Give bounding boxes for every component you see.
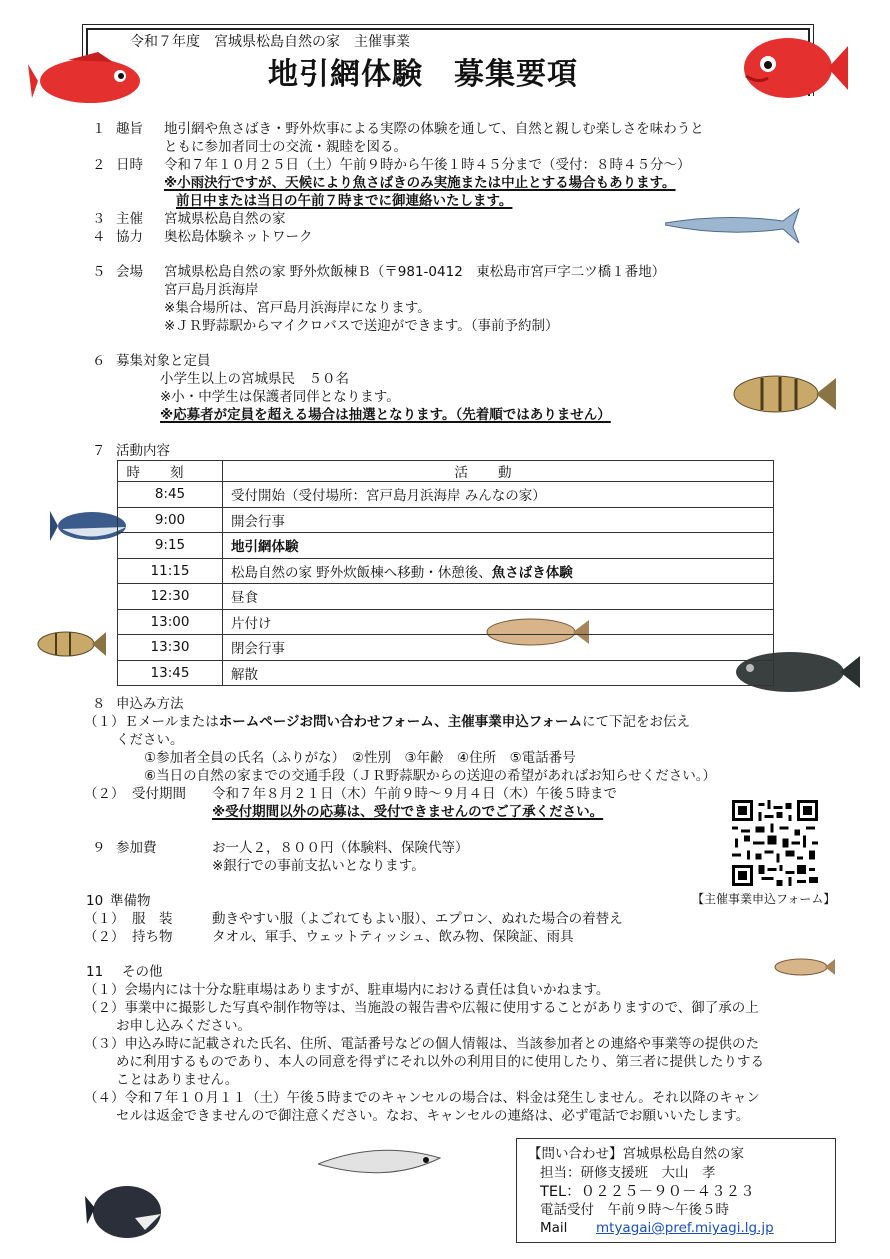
application-period-label: 受付期間 bbox=[132, 786, 186, 802]
section-7-number: ７ bbox=[92, 443, 106, 459]
guardian-note: ※小・中学生は保護者同伴となります。 bbox=[160, 389, 400, 405]
note-cancel: （４）令和７年１０月１１（土）午後５時までのキャンセルの場合は、料金は発生しません。それ以降のキャン bbox=[84, 1090, 760, 1106]
belongings-text: タオル、軍手、ウェットティッシュ、飲み物、保険証、雨具 bbox=[212, 929, 574, 945]
section-6-number: ６ bbox=[92, 353, 106, 369]
section-10-number: 10 bbox=[86, 893, 104, 909]
section-9-number: ９ bbox=[92, 840, 106, 856]
section-8-label: 申込み方法 bbox=[116, 696, 184, 712]
schedule-activity: 受付開始（受付場所：宮戸島月浜海岸 みんなの家） bbox=[223, 482, 774, 508]
venue-beach: 宮戸島月浜海岸 bbox=[164, 282, 259, 298]
schedule-row bbox=[118, 660, 774, 686]
application-method-line bbox=[84, 714, 690, 731]
note-photos-2: お申し込みください。 bbox=[116, 1018, 251, 1034]
schedule-time: 11:15 bbox=[118, 558, 223, 584]
schedule-time: 13:30 bbox=[118, 635, 223, 661]
note-privacy: （３）申込み時に記載された氏名、住所、電話番号などの個人情報は、当該参加者との連絡や事業等の提供のた bbox=[84, 1036, 759, 1052]
section-3-label: 主催 bbox=[116, 211, 143, 227]
section-1-label: 趣旨 bbox=[116, 121, 143, 137]
qr-code[interactable] bbox=[732, 800, 818, 886]
section-2-label: 日時 bbox=[116, 157, 143, 173]
schedule-time: 9:00 bbox=[118, 507, 223, 533]
schedule-activity: 昼食 bbox=[223, 584, 774, 610]
schedule-activity: 開会行事 bbox=[223, 507, 774, 533]
striped-fish-illustration-2 bbox=[36, 626, 106, 662]
schedule-time: 13:00 bbox=[118, 609, 223, 635]
small-fish-illustration bbox=[773, 954, 835, 980]
section-7-label: 活動内容 bbox=[116, 443, 170, 459]
application-method-c: にて下記をお伝え bbox=[582, 714, 691, 730]
note-cancel-2: セルは返金できませんので御注意ください。なお、キャンセルの連絡は、必ず電話でお願いいたします。 bbox=[116, 1108, 750, 1124]
item-number: （１） bbox=[84, 911, 125, 927]
section-11-number: 11 bbox=[86, 964, 104, 980]
red-fish-illustration-right bbox=[740, 32, 850, 102]
application-method-line-2: ください。 bbox=[116, 732, 184, 748]
event-subtitle: 令和７年度 宮城県松島自然の家 主催事業 bbox=[130, 34, 410, 50]
contact-email-link[interactable]: mtyagai@pref.miyagi.lg.jp bbox=[596, 1220, 774, 1236]
note-photos: （２）事業中に撮影した写真や制作物等は、当施設の報告書や広報に使用することがありますので、御了承の上 bbox=[84, 1000, 759, 1016]
item-number: （２） bbox=[84, 786, 125, 802]
lottery-notice: ※応募者が定員を超える場合は抽選となります。（先着順ではありません） bbox=[160, 407, 611, 423]
section-1-text: 地引網や魚さばき・野外炊事による実際の体験を通して、自然と親しむ楽しさを味わうと bbox=[164, 121, 704, 137]
item-number: （２） bbox=[84, 929, 125, 945]
page-title: 地引網体験 募集要項 bbox=[268, 57, 578, 92]
schedule-time: 13:45 bbox=[118, 660, 223, 686]
schedule-row bbox=[118, 584, 774, 610]
schedule-activity: 閉会行事 bbox=[223, 635, 774, 661]
period-notice: ※受付期間以外の応募は、受付できませんのでご了承ください。 bbox=[212, 804, 604, 820]
contact-phone: TEL：０２２５－９０－４３２３ bbox=[540, 1184, 755, 1200]
note-privacy-2: めに利用するものであり、本人の同意を得ずにそれ以外の利用目的に使用したり、第三者に提供したりする bbox=[116, 1054, 764, 1070]
schedule-time: 12:30 bbox=[118, 584, 223, 610]
payment-note: ※銀行での事前支払いとなります。 bbox=[212, 858, 425, 874]
schedule-table bbox=[117, 460, 774, 686]
striped-fish-illustration-1 bbox=[732, 370, 837, 418]
section-5-number: ５ bbox=[92, 264, 106, 280]
section-4-number: ４ bbox=[92, 229, 106, 245]
bus-note: ※ＪＲ野蒜駅からマイクロバスで送迎ができます。（事前予約制） bbox=[164, 318, 559, 334]
schedule-activity-cell bbox=[223, 558, 774, 584]
venue-address: 宮城県松島自然の家 野外炊飯棟Ｂ（〒981-0412 東松島市宮戸字二ツ橋１番地） bbox=[164, 264, 666, 280]
clothing-label: 服 装 bbox=[132, 911, 173, 927]
required-info-2: ⑥当日の自然の家までの交通手段（ＪＲ野蒜駅からの送迎の希望があればお知らせください。） bbox=[144, 768, 716, 784]
section-2-number: ２ bbox=[92, 157, 106, 173]
section-10-label: 準備物 bbox=[110, 893, 151, 909]
section-11-label: その他 bbox=[122, 964, 163, 980]
schedule-header-activity: 活動 bbox=[223, 461, 774, 482]
schedule-time: 9:15 bbox=[118, 533, 223, 559]
application-method-forms: ホームページお問い合わせフォーム、主催事業申込フォーム bbox=[218, 714, 583, 730]
schedule-row bbox=[118, 533, 774, 559]
note-parking: （１）会場内には十分な駐車場はありますが、駐車場内における責任は負いかねます。 bbox=[84, 982, 610, 998]
section-5-label: 会場 bbox=[116, 264, 143, 280]
contact-mail-label: Mail bbox=[540, 1220, 568, 1236]
clothing-text: 動きやすい服（よごれてもよい服）、エプロン、ぬれた場合の着替え bbox=[212, 911, 623, 927]
contact-person: 担当：研修支援班 大山 孝 bbox=[540, 1165, 716, 1181]
contact-title: 【問い合わせ】宮城県松島自然の家 bbox=[528, 1146, 744, 1162]
note-privacy-3: ことはありません。 bbox=[116, 1072, 239, 1088]
contact-notice: 前日中または当日の午前７時までに御連絡いたします。 bbox=[176, 193, 513, 209]
schedule-activity: 解散 bbox=[223, 660, 774, 686]
eligibility: 小学生以上の宮城県民 ５０名 bbox=[160, 371, 349, 387]
section-8-number: ８ bbox=[92, 696, 106, 712]
schedule-header-time: 時刻 bbox=[118, 461, 223, 482]
silver-fish-illustration bbox=[318, 1140, 442, 1186]
rain-notice: ※小雨決行ですが、天候により魚さばきのみ実施または中止とする場合もあります。 bbox=[164, 175, 676, 191]
application-method-a: Ｅメールまたは bbox=[124, 714, 219, 730]
schedule-row bbox=[118, 482, 774, 508]
qr-caption: 【主催事業申込フォーム】 bbox=[692, 892, 836, 906]
item-number: （１） bbox=[84, 714, 125, 730]
schedule-row bbox=[118, 635, 774, 661]
belongings-label: 持ち物 bbox=[132, 929, 173, 945]
schedule-row bbox=[118, 558, 774, 584]
meeting-point-note: ※集合場所は、宮戸島月浜海岸になります。 bbox=[164, 300, 431, 316]
schedule-activity: 松島自然の家 野外炊飯棟へ移動・休憩後、 bbox=[231, 564, 492, 581]
application-period: 令和７年８月２１日（木）午前９時～９月４日（木）午後５時まで bbox=[212, 786, 617, 802]
cooperator: 奥松島体験ネットワーク bbox=[164, 229, 313, 245]
section-4-label: 協力 bbox=[116, 229, 143, 245]
section-9-label: 参加費 bbox=[116, 840, 157, 856]
schedule-header-row bbox=[118, 461, 774, 482]
schedule-row bbox=[118, 507, 774, 533]
section-1-number: １ bbox=[92, 121, 106, 137]
schedule-activity: 地引網体験 bbox=[223, 533, 774, 559]
schedule-time: 8:45 bbox=[118, 482, 223, 508]
event-datetime: 令和７年１０月２５日（土）午前９時から午後１時４５分まで（受付：８時４５分～） bbox=[164, 157, 691, 173]
sanma-fish-illustration bbox=[665, 203, 800, 248]
section-6-label: 募集対象と定員 bbox=[116, 353, 211, 369]
section-3-number: ３ bbox=[92, 211, 106, 227]
required-info-1: ①参加者全員の氏名（ふりがな） ②性別 ③年齢 ④住所 ⑤電話番号 bbox=[144, 750, 576, 766]
section-1-text-2: ともに参加者同士の交流・親睦を図る。 bbox=[164, 139, 407, 155]
anglerfish-illustration bbox=[85, 1178, 165, 1242]
schedule-activity-bold: 魚さばき体験 bbox=[491, 564, 573, 581]
contact-hours: 電話受付 午前９時～午後５時 bbox=[540, 1202, 729, 1218]
schedule-row bbox=[118, 609, 774, 635]
red-fish-illustration-left bbox=[28, 50, 146, 112]
fee-amount: お一人２，８００円（体験料、保険代等） bbox=[212, 840, 469, 856]
organizer: 宮城県松島自然の家 bbox=[164, 211, 286, 227]
schedule-activity: 片付け bbox=[223, 609, 774, 635]
